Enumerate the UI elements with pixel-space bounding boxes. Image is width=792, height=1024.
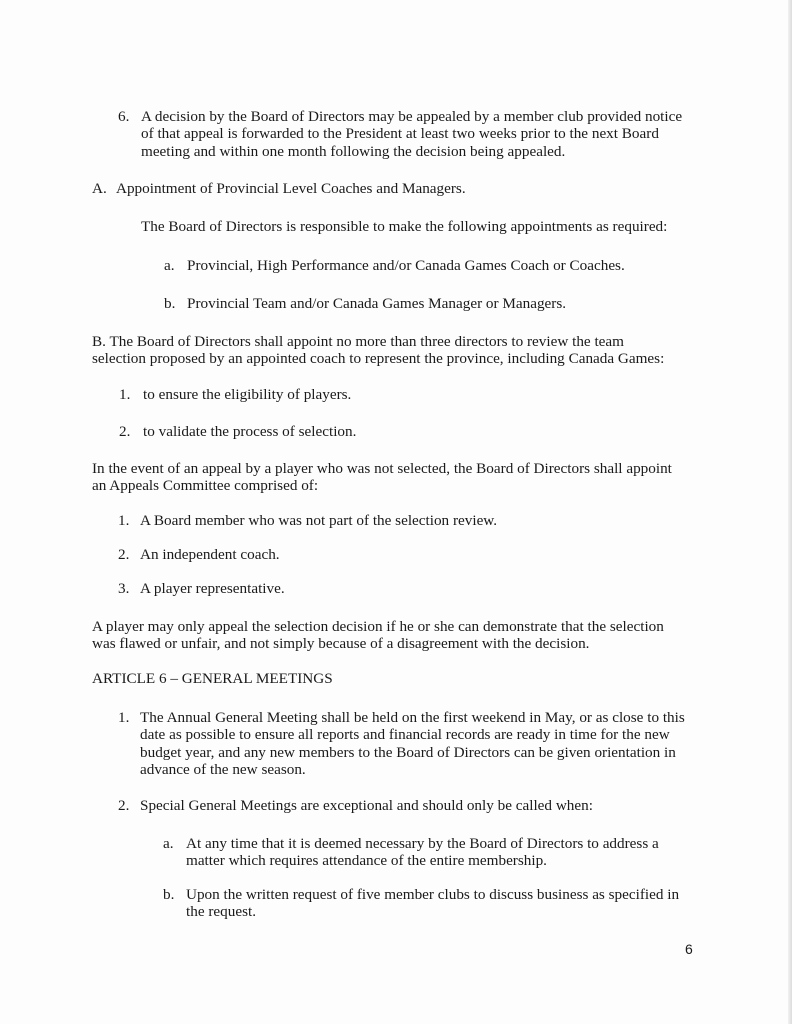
- text-line: was flawed or unfair, and not simply because of a disagreement with the decision.: [92, 635, 590, 653]
- list-number: 2.: [119, 423, 131, 440]
- text-line: A decision by the Board of Directors may be appealed by a member club provided notice: [141, 108, 683, 125]
- text-line: selection proposed by an appointed coach to represent the province, including Canada Games:: [92, 350, 665, 368]
- list-item-text: A Board member who was not part of the selection review.: [140, 512, 498, 529]
- text-line: The Annual General Meeting shall be held on the first weekend in May, or as close to this: [140, 709, 685, 726]
- list-item-text: A player representative.: [140, 580, 285, 597]
- text-line: advance of the new season.: [140, 761, 306, 779]
- list-item-text: Provincial Team and/or Canada Games Manager or Managers.: [187, 295, 567, 312]
- list-item-text: Provincial, High Performance and/or Canada Games Coach or Coaches.: [187, 257, 625, 274]
- section-title: Appointment of Provincial Level Coaches and Managers.: [116, 180, 466, 197]
- text-line: B. The Board of Directors shall appoint no more than three directors to review the team: [92, 333, 624, 350]
- list-item-text: [141, 108, 682, 160]
- page-number: 6: [685, 941, 693, 957]
- list-number: 6.: [118, 108, 130, 125]
- list-letter: b.: [163, 886, 175, 903]
- text-line: In the event of an appeal by a player who was not selected, the Board of Directors shall appoint: [92, 460, 672, 477]
- section-b-paragraph: [92, 333, 664, 368]
- text-line: At any time that it is deemed necessary by the Board of Directors to address a: [186, 835, 659, 852]
- list-item-text: to ensure the eligibility of players.: [143, 386, 352, 403]
- appeal-paragraph: [92, 460, 672, 495]
- list-item-text: An independent coach.: [140, 546, 280, 563]
- list-number: 2.: [118, 797, 130, 814]
- text-line: A player may only appeal the selection decision if he or she can demonstrate that the selection: [92, 618, 664, 635]
- list-item-text: [186, 835, 659, 870]
- text-line: of that appeal is forwarded to the President at least two weeks prior to the next Board: [141, 125, 659, 143]
- scan-edge: [788, 0, 792, 1024]
- section-a-intro: The Board of Directors is responsible to make the following appointments as required:: [141, 218, 668, 235]
- text-line: Upon the written request of five member clubs to discuss business as specified in: [186, 886, 680, 903]
- article-6-heading: ARTICLE 6 – GENERAL MEETINGS: [92, 670, 333, 687]
- text-line: meeting and within one month following the decision being appealed.: [141, 142, 566, 160]
- list-letter: a.: [163, 835, 174, 852]
- list-item-text: [140, 709, 685, 779]
- list-number: 2.: [118, 546, 130, 563]
- list-number: 1.: [118, 512, 130, 529]
- text-line: the request.: [186, 903, 257, 921]
- list-item-text: to validate the process of selection.: [143, 423, 357, 440]
- list-letter: a.: [164, 257, 175, 274]
- list-number: 1.: [119, 386, 131, 403]
- list-item-text: [186, 886, 679, 921]
- list-number: 1.: [118, 709, 130, 726]
- text-line: date as possible to ensure all reports and financial records are ready in time for the new: [140, 726, 670, 744]
- text-line: matter which requires attendance of the entire membership.: [186, 852, 547, 870]
- appeal-note-paragraph: [92, 618, 664, 653]
- text-line: an Appeals Committee comprised of:: [92, 477, 319, 495]
- list-item-text: Special General Meetings are exceptional and should only be called when:: [140, 797, 593, 814]
- section-label: A.: [92, 180, 107, 197]
- list-letter: b.: [164, 295, 176, 312]
- text-line: budget year, and any new members to the Board of Directors can be given orientation in: [140, 743, 676, 761]
- list-number: 3.: [118, 580, 130, 597]
